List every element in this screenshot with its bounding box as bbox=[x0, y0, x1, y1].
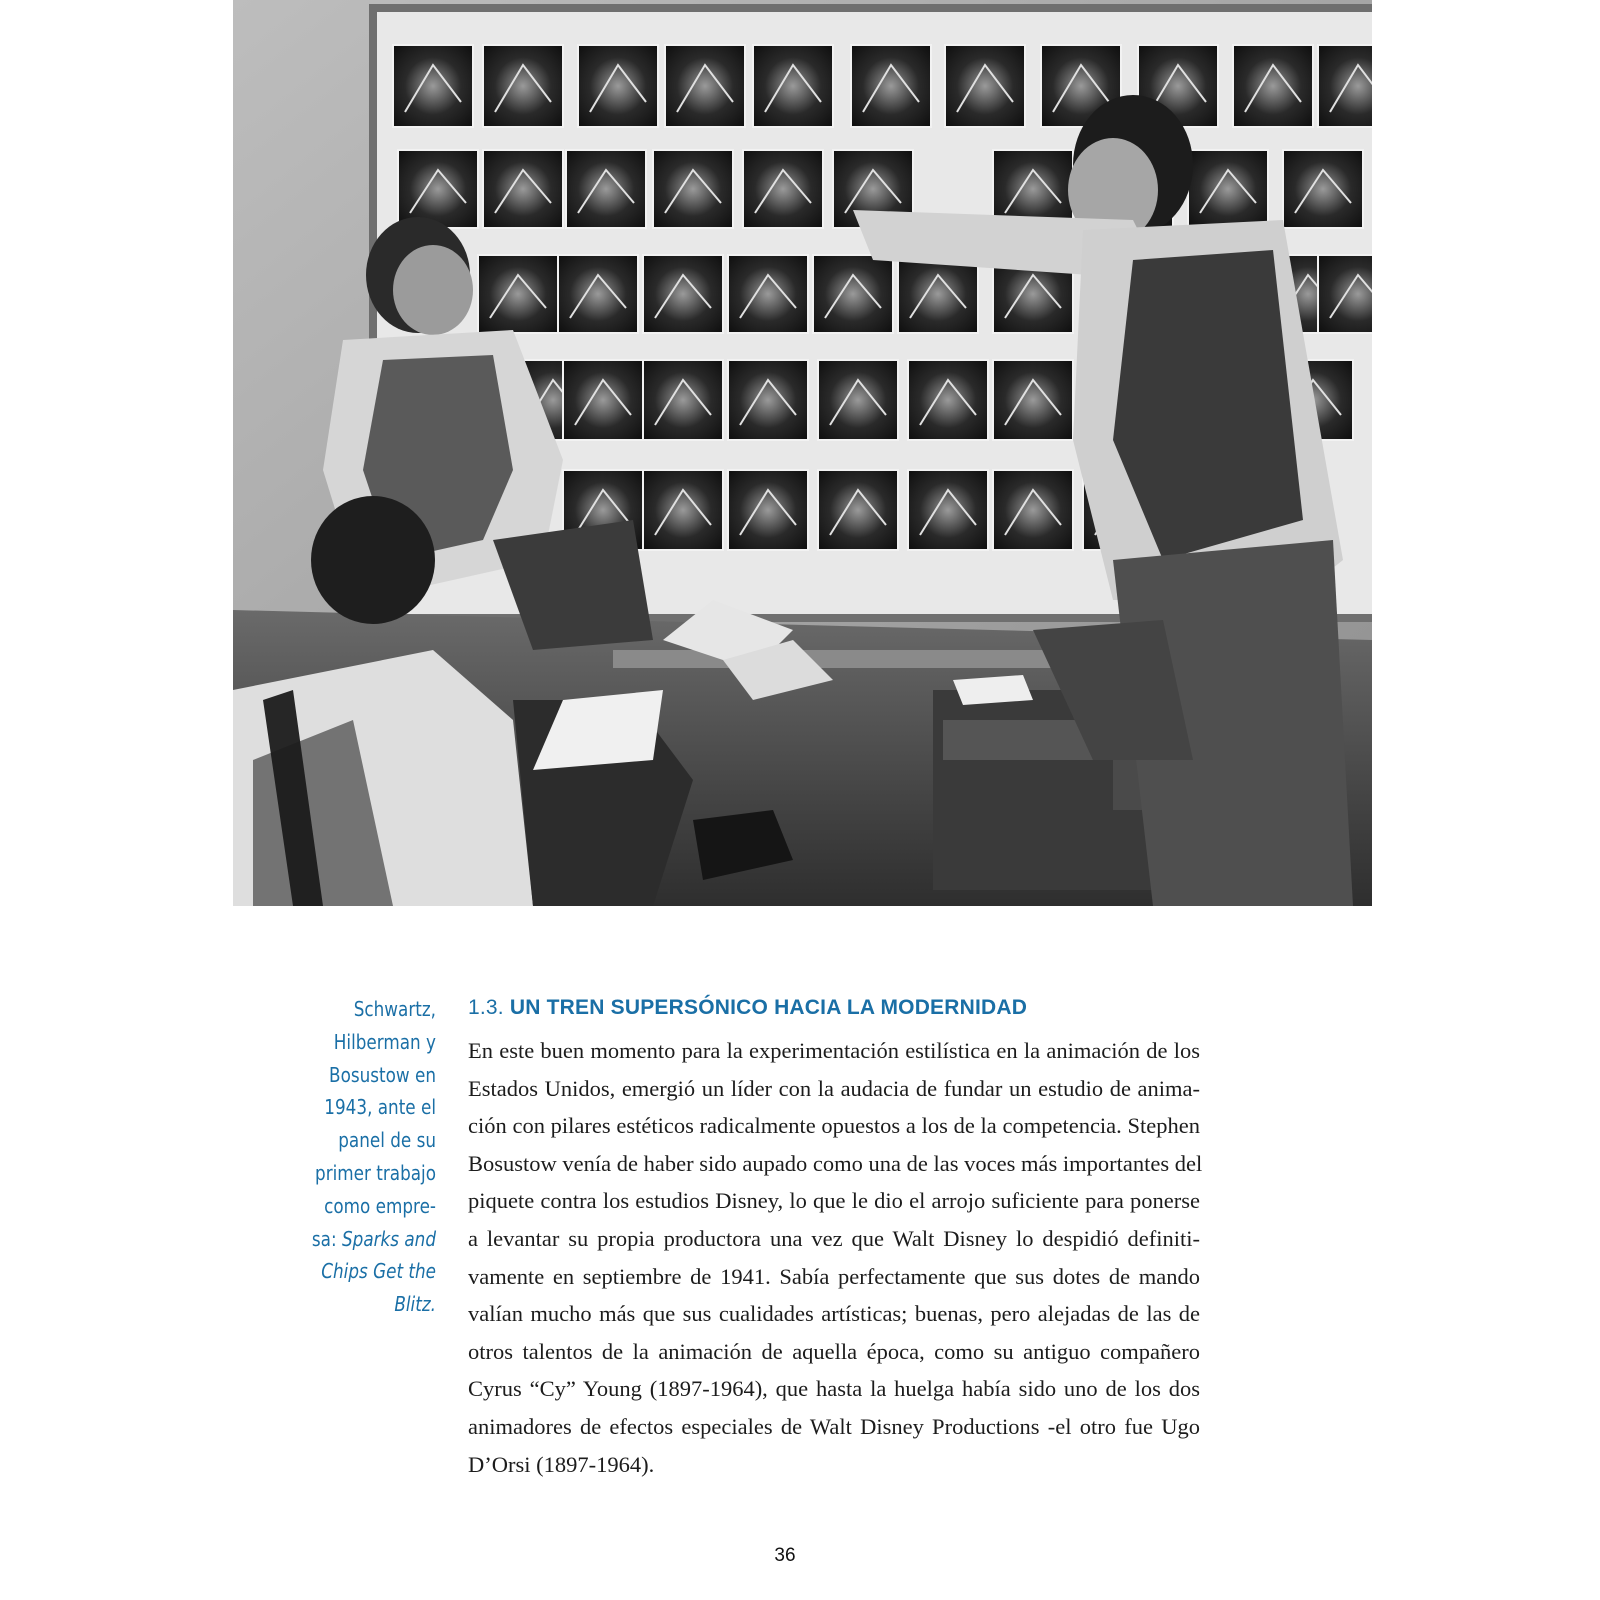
storyboard-frame bbox=[945, 45, 1025, 127]
storyboard-frame bbox=[393, 45, 473, 127]
body-line: otros talentos de la animación de aquella época, como su antiguo compañero bbox=[468, 1338, 1200, 1364]
storyboard-frame bbox=[643, 470, 723, 550]
storyboard-frame bbox=[1188, 150, 1268, 228]
caption-line: Bosustow en bbox=[329, 1062, 436, 1087]
storyboard-frame bbox=[483, 150, 563, 228]
storyboard-frame bbox=[728, 470, 808, 550]
body-line: a levantar su propia productora una vez que Walt Disney lo despidió definiti- bbox=[468, 1225, 1200, 1251]
storyboard-frame bbox=[728, 360, 808, 440]
caption-line: panel de su bbox=[338, 1128, 436, 1153]
caption-line: como empre- bbox=[324, 1193, 436, 1218]
storyboard-frame bbox=[478, 255, 558, 333]
body-line: valían mucho más que sus cualidades artísticas; buenas, pero alejadas de las de bbox=[468, 1301, 1200, 1327]
storyboard-frame bbox=[643, 255, 723, 333]
section-title: UN TREN SUPERSÓNICO HACIA LA MODERNIDAD bbox=[509, 996, 1028, 1019]
caption-film-title: Blitz. bbox=[394, 1292, 436, 1317]
photo-illustration bbox=[233, 0, 1372, 906]
storyboard-frame bbox=[851, 45, 931, 127]
caption-line: Schwartz, bbox=[353, 997, 436, 1021]
storyboard-frame bbox=[898, 255, 978, 333]
storyboard-frame bbox=[908, 360, 988, 440]
storyboard-frame bbox=[743, 150, 823, 228]
storyboard-frame bbox=[818, 360, 898, 440]
body-line: animadores de efectos especiales de Walt Disney Productions -el otro fue Ugo bbox=[468, 1413, 1200, 1439]
storyboard-frame bbox=[993, 360, 1073, 440]
body-line: ción con pilares estéticos radicalmente opuestos a los de la competencia. Stephen bbox=[468, 1113, 1200, 1139]
storyboard-frame bbox=[653, 150, 733, 228]
storyboard-frame bbox=[1283, 150, 1363, 228]
caption-film-title: Chips Get the bbox=[321, 1259, 436, 1284]
storyboard-frame bbox=[398, 150, 478, 228]
storyboard-frame bbox=[578, 45, 658, 127]
section-heading bbox=[468, 996, 1027, 1020]
storyboard-frame bbox=[993, 470, 1073, 550]
caption-line: 1943, ante el bbox=[324, 1095, 436, 1120]
caption-film-title: Sparks and bbox=[341, 1226, 436, 1251]
body-line: Bosustow venía de haber sido aupado como una de las voces más importantes del bbox=[468, 1150, 1203, 1176]
storyboard-frame bbox=[753, 45, 833, 127]
body-line: D’Orsi (1897-1964). bbox=[468, 1451, 655, 1477]
storyboard-frame bbox=[566, 150, 646, 228]
body-line: vamente en septiembre de 1941. Sabía perfectamente que sus dotes de mando bbox=[468, 1263, 1200, 1289]
storyboard-frame bbox=[908, 470, 988, 550]
storyboard-frame bbox=[483, 45, 563, 127]
storyboard-frame bbox=[558, 255, 638, 333]
figure-caption bbox=[300, 993, 436, 1321]
storyboard-frame bbox=[563, 360, 643, 440]
body-paragraph bbox=[468, 1032, 1203, 1483]
body-line: Estados Unidos, emergió un líder con la audacia de fundar un estudio de anima- bbox=[468, 1075, 1200, 1101]
body-line: piquete contra los estudios Disney, lo que le dio el arrojo suficiente para ponerse bbox=[468, 1188, 1200, 1214]
caption-prefix: sa: bbox=[311, 1226, 342, 1251]
storyboard-frame bbox=[643, 360, 723, 440]
caption-line: Hilberman y bbox=[333, 1029, 436, 1054]
storyboard-photo bbox=[233, 0, 1372, 906]
body-line: Cyrus “Cy” Young (1897-1964), que hasta la huelga había sido uno de los dos bbox=[468, 1376, 1200, 1402]
section-number: 1.3. bbox=[468, 996, 504, 1019]
storyboard-frame bbox=[1233, 45, 1313, 127]
storyboard-frame bbox=[813, 255, 893, 333]
storyboard-frame bbox=[818, 470, 898, 550]
page-number: 36 bbox=[774, 1545, 796, 1566]
storyboard-frame bbox=[728, 255, 808, 333]
storyboard-frame bbox=[665, 45, 745, 127]
caption-title-line bbox=[300, 1223, 436, 1256]
body-line: En este buen momento para la experimentación estilística en la animación de los bbox=[468, 1038, 1200, 1063]
caption-line: primer trabajo bbox=[315, 1160, 436, 1185]
